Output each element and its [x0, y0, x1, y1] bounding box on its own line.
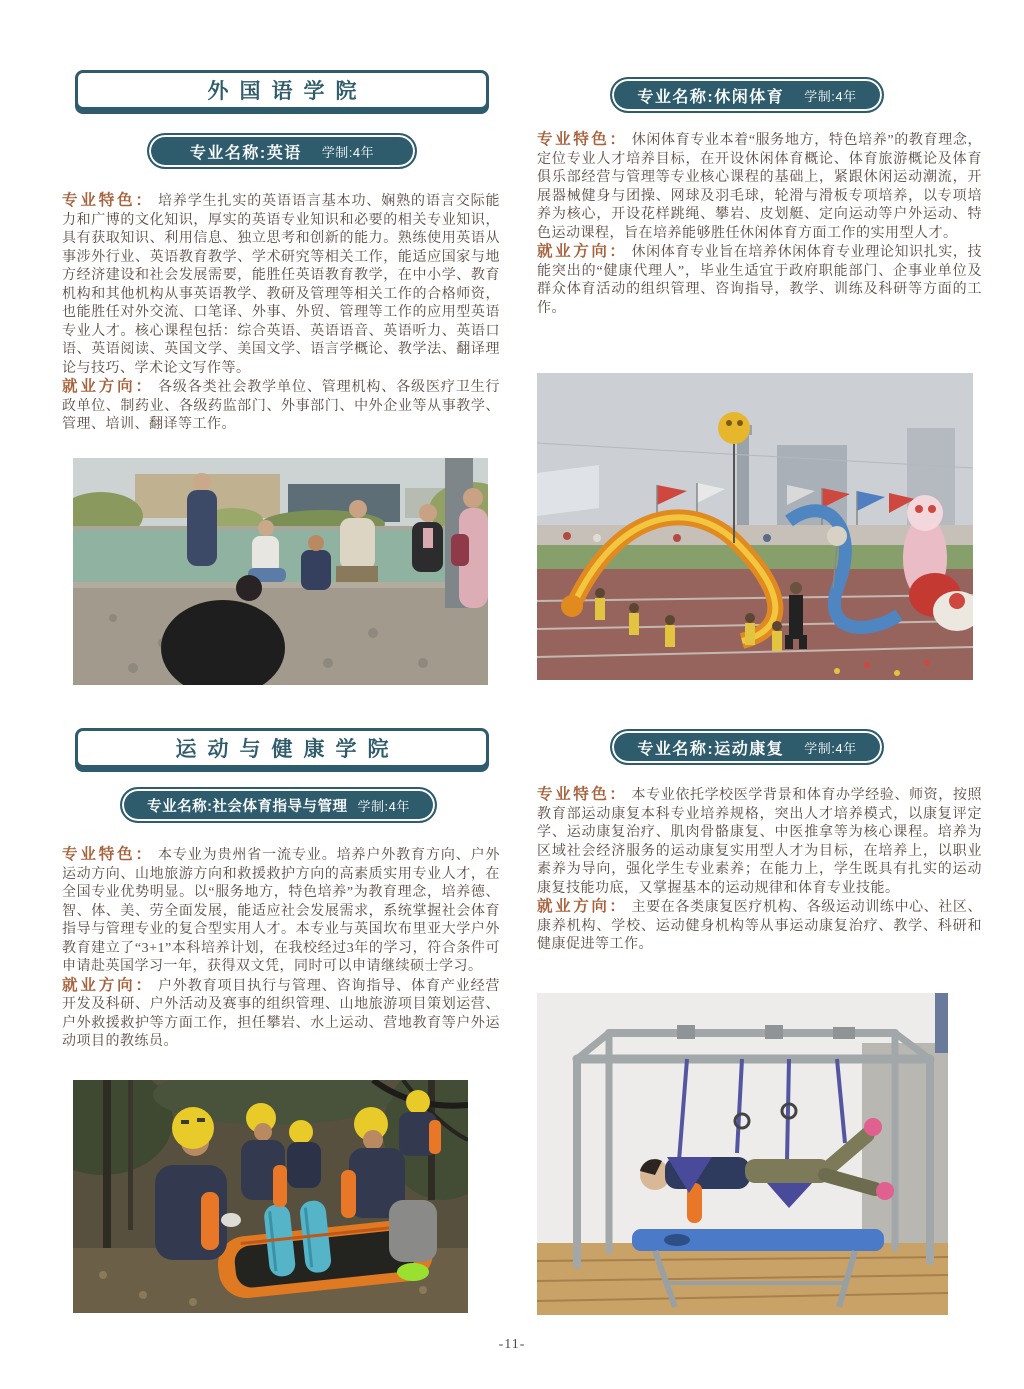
clamp	[765, 1025, 783, 1039]
employment-text: 休闲体育专业旨在培养休闲体育专业理论知识扎实，技能突出的“健康代理人”，毕业生适宜于政府职能部门、企事业单位及群众体育活动的组织管理、咨询指导，教学、训练及科研等方面的工作。	[537, 245, 982, 316]
employment-paragraph	[62, 977, 500, 1052]
employment-label: 就业方向：	[537, 243, 628, 260]
khaki-pants	[745, 1159, 830, 1183]
employment-paragraph	[537, 898, 982, 955]
rehab-equipment-illustration	[537, 993, 948, 1315]
employment-label: 就业方向：	[62, 378, 154, 395]
face-hole	[664, 1234, 690, 1246]
college-title: 外国语学院	[207, 80, 368, 103]
major-duration-label: 学制:4年	[804, 88, 857, 104]
tree-trunk	[103, 1080, 111, 1260]
page-number: -11-	[498, 1337, 526, 1352]
campus-pond-illustration	[73, 458, 488, 685]
major-pill-english	[147, 133, 417, 169]
feature-text: 休闲体育专业本着“服务地方，特色培养”的教育理念，定位专业人才培养目标，在开设休闲体育概论、体育旅游概论及体育俱乐部经营与管理等专业核心课程的基础上，紧跟休闲运动潮流，开展器械健身与团操、网球及羽毛球，轮滑与滑板专项培养，以专项培养为核心，开设花样跳绳、攀岩、皮划艇、定向运动等户外运动、特色运动课程，旨在培养能够胜任休闲体育方面工作的实用型人才。	[537, 133, 982, 241]
feature-paragraph	[537, 786, 982, 898]
major-name-label: 专业名称:休闲体育	[637, 88, 785, 106]
feature-text: 本专业为贵州省一流专业。培养户外教育方向、户外运动方向、山地旅游方向和救援救护方向的高素质实用专业人才，在全国专业优势明显。以“服务地方，特色培养”为教育理念，培养德、智、体、美、劳全面发展，能适应社会发展需求，系统掌握社会体育指导与管理专业的复合型实用人才。本专业与英国坎布里亚大学户外教育建立了“3+1”本科培养计划，在我校经过3年的学习，符合条件可申请赴英国学习一年，获得双文凭，同时可以申请继续硕士学习。	[62, 848, 500, 974]
gray-pants	[389, 1200, 437, 1262]
white-glove	[221, 1213, 241, 1227]
green-shoe	[397, 1263, 429, 1281]
feature-label: 专业特色：	[62, 192, 154, 209]
yellow-helmet	[406, 1090, 430, 1114]
wall-sign	[935, 993, 948, 1053]
major-pill-social-sports	[120, 787, 437, 823]
campus-pond-discussion-photo	[73, 458, 488, 685]
pink-shoe	[864, 1118, 882, 1136]
rescue-training-photo	[73, 1080, 468, 1313]
pink-shoe	[876, 1182, 894, 1200]
employment-text: 主要在各类康复医疗机构、各级运动训练中心、社区、康养机构、学校、运动健身机构等从事运动康复治疗、教学、科研和健康促进等工作。	[537, 900, 982, 952]
feature-paragraph	[62, 846, 500, 977]
college-title: 运动与健康学院	[175, 738, 400, 761]
dragon-lion-dance-photo	[537, 373, 973, 680]
yellow-helmet	[172, 1107, 214, 1149]
college-header-sports-health	[75, 728, 489, 768]
social-sports-description	[62, 846, 500, 1052]
banner	[537, 465, 599, 516]
major-pill-sports-rehab	[610, 729, 884, 765]
feature-text: 本专业依托学校医学背景和体育办学经验、师资，按照教育部运动康复本科专业培养规格，突出人才培养模式，以康复评定学、运动康复治疗、肌肉骨骼康复、中医推拿等为核心课程。培养为区域社会经济服务的运动康复实用型人才为目标，在培养上，以职业素养为导向，强化学生专业素养；在能力上，学生既具有扎实的运动康复技能功底，又掌握基本的运动规律和体育专业技能。	[537, 788, 982, 896]
employment-label: 就业方向：	[537, 898, 628, 915]
major-duration-label: 学制:4年	[357, 798, 410, 814]
major-pill-leisure-sports	[610, 77, 884, 113]
employment-text: 户外教育项目执行与管理、咨询指导、体育产业经营开发及科研、户外活动及赛事的组织管理、山地旅游项目策划运营、户外救援救护等方面工作，担任攀岩、水上运动、营地教育等户外运动项目的教练员。	[62, 978, 500, 1049]
feature-paragraph	[62, 192, 500, 378]
english-major-description	[62, 192, 500, 435]
major-duration-label: 学制:4年	[804, 740, 857, 756]
dragon-dance-illustration	[537, 373, 973, 680]
major-name-label: 专业名称:英语	[189, 144, 302, 162]
employment-label: 就业方向：	[62, 976, 154, 994]
major-duration-label: 学制:4年	[321, 144, 375, 160]
employment-paragraph	[537, 243, 982, 318]
red-backpack	[451, 534, 469, 566]
sports-rehab-description	[537, 786, 982, 955]
feature-label: 专业特色：	[537, 131, 628, 148]
leisure-sports-description	[537, 131, 982, 318]
employment-text: 各级各类社会教学单位、管理机构、各级医疗卫生行政单位、制药业、各级药监部门、外事部门、中外企业等从事教学、管理、培训、翻译等工作。	[62, 380, 500, 432]
feature-label: 专业特色：	[537, 786, 628, 803]
college-header-foreign-languages	[75, 70, 489, 110]
rescue-training-illustration	[73, 1080, 468, 1313]
suspension-rehab-photo	[537, 993, 948, 1315]
yellow-lion-head	[718, 412, 750, 444]
feature-paragraph	[537, 131, 982, 243]
yellow-helmet	[289, 1120, 313, 1144]
major-name-label: 专业名称:社会体育指导与管理	[147, 798, 348, 815]
clamp	[677, 1025, 695, 1039]
tower	[737, 433, 749, 531]
feature-text: 培养学生扎实的英语语言基本功、娴熟的语言交际能力和广博的文化知识，厚实的英语专业知识和必要的相关专业知识，具有获取知识、利用信息、独立思考和创新的能力。熟练使用英语从事涉外行业、英语教育教学、学术研究等相关工作，能适应国家与地方经济建设和社会发展需要，能胜任英语教育教学，在中小学、教育机构和其他机构从事英语教学、教研及管理等相关工作的合格师资，也能胜任对外交流、口笔译、外事、外贸、管理等工作的应用型英语专业人才。核心课程包括：综合英语、英语语音、英语听力、英语口语、英语阅读、英国文学、美国文学、语言学概论、教学法、翻译理论与技巧、学术论文写作等。	[62, 194, 500, 376]
clamp	[833, 1027, 855, 1039]
feature-label: 专业特色：	[62, 846, 154, 863]
employment-paragraph	[62, 378, 500, 435]
balloon	[827, 526, 847, 546]
major-name-label: 专业名称:运动康复	[637, 740, 785, 758]
